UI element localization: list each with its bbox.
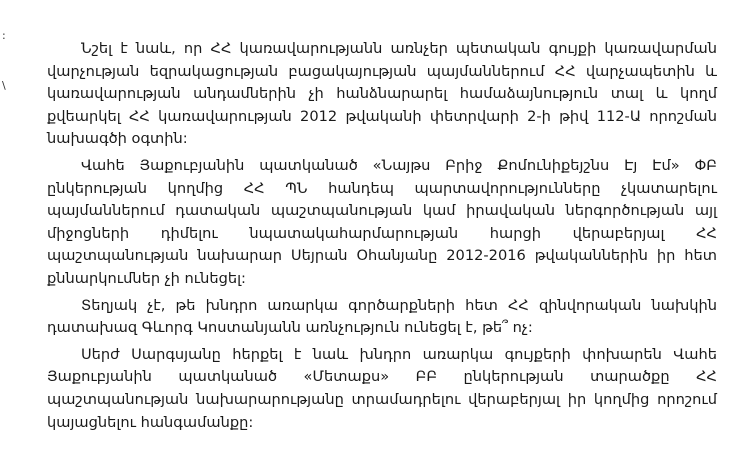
paragraph-3: Տեղյակ չէ, թե խնդրո առարկա գործարքների հետ ՀՀ զինվորական նախկին դատախազ Գևորգ Կոստանյանն առնչություն ունեցել է, թե՞ ոչ: (47, 296, 717, 337)
paragraph-2: Վահե Յաքուբյանին պատկանած «Նայթս Բրիջ Քոմունիքեյշնս Էյ Էմ» ՓԲ ընկերության կողմից ՀՀ ՊՆ հանդեպ պարտավորությունները չկատարելու պայմաններում դատական պաշտպանության կամ իրավական ներգործության այլ միջոցների դիմելու նպատակահարմարության հարցի վերաբերյալ ՀՀ պաշտպանության նախարար Սեյրան Օհանյանը 2012-2016 թվականներին իր հետ քննարկումներ չի ունեցել: (47, 156, 717, 287)
document-body (47, 38, 717, 438)
margin-mark-top: : (2, 29, 6, 42)
margin-mark-bottom: \ (2, 79, 6, 92)
paragraph-1: Նշել է նաև, որ ՀՀ կառավարությանն առնչեր պետական գույքի կառավարման վարչության եզրակացության բացակայության պայմաններում ՀՀ վարչապետին և կառավարության անդամներին չի հանձնարարել համաձայնություն տալ և կողմ քվեարկել ՀՀ կառավարության 2012 թվականի փետրվարի 2-ի թիվ 112-Ա որոշման նախագծի օգտին: (47, 40, 717, 148)
paragraph-4: Սերժ Սարգսյանը հերքել է նաև խնդրո առարկա գույքերի փոխարեն Վահե Յաքուբյանին պատկանած «Մետաքս» ԲԲ ընկերության տարածքը ՀՀ պաշտպանության նախարարությանը տրամադրելու վերաբերյալ իր կողմից որոշում կայացնելու հանգամանքը: (47, 345, 717, 431)
